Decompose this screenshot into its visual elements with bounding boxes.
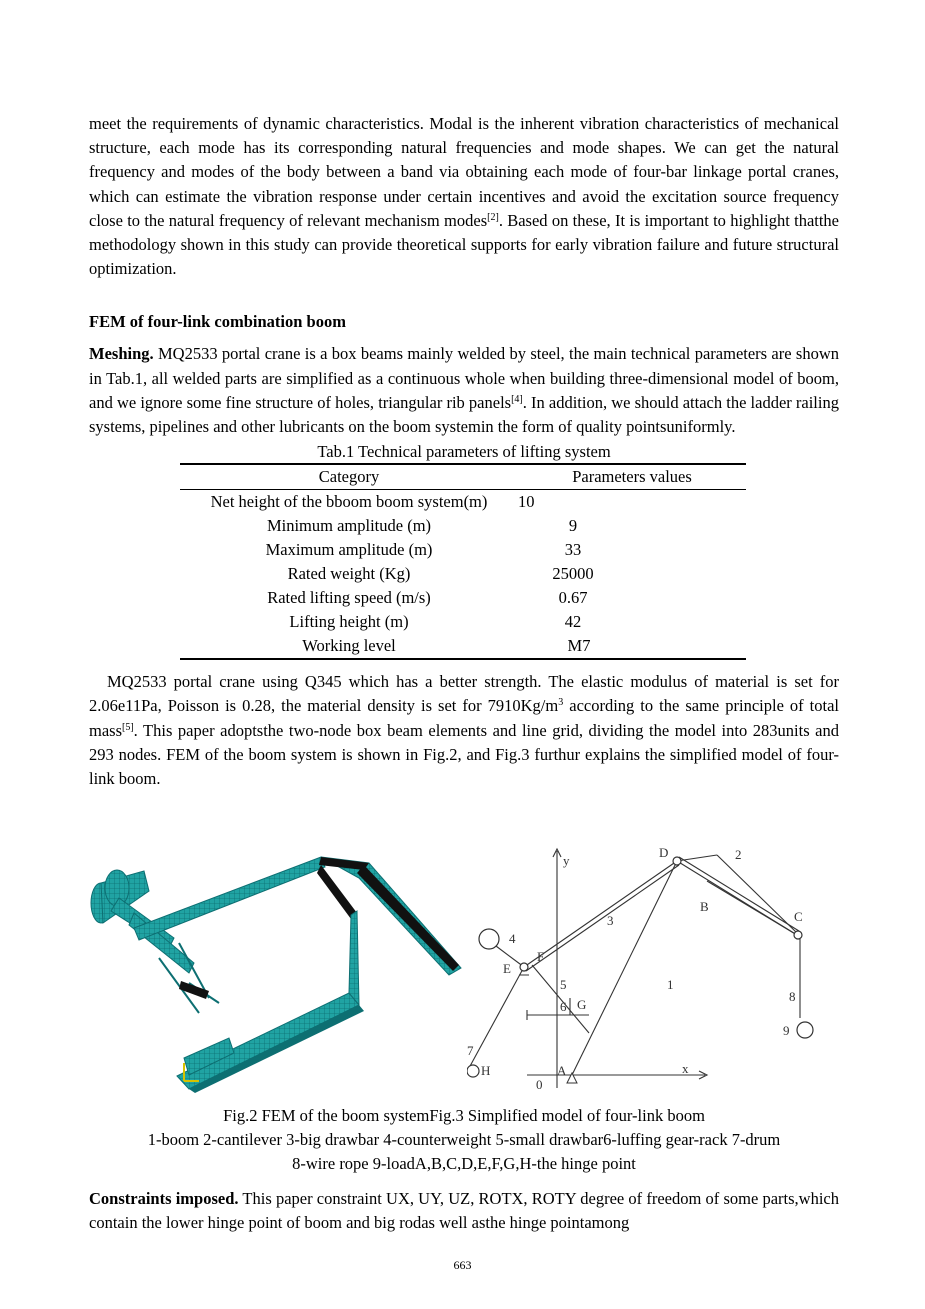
intro-paragraph: meet the requirements of dynamic characteristics. Modal is the inherent vibration characteristics of mechanical structure, each mode has its corresponding natural frequencies and mode shapes. We can get the natural frequency and modes of the body between a band via obtaining each mode of four-bar linkage portal cranes, which can estimate the vibration response under certain incentives and avoid the excitation source frequency close to the natural frequency of relevant mechanism modes[2]. Based on these, It is important to highlight thatthe methodology shown in this study can provide theoretical supports for early vibration failure and future structural optimization. [89, 114, 840, 279]
simplified-model-figure [467, 843, 842, 1093]
rack-bar [179, 981, 209, 999]
label-g: G [577, 997, 587, 1012]
table-row [180, 562, 746, 586]
table-row [180, 514, 746, 538]
table-cell: Minimum amplitude (m) [266, 516, 432, 536]
table-cell: Rated lifting speed (m/s) [267, 588, 431, 608]
wire-rope-line [469, 967, 524, 1068]
label-9: 9 [783, 1023, 790, 1038]
table-row [180, 610, 746, 634]
table-row [180, 634, 746, 659]
table-row [180, 586, 746, 610]
counterweight-circle [479, 929, 499, 949]
figure-caption-line: Fig.2 FEM of the boom systemFig.3 Simplified model of four-link boom [223, 1106, 705, 1125]
page-body [89, 112, 839, 791]
label-8: 8 [789, 989, 796, 1004]
table-caption: Tab.1 Technical parameters of lifting system [317, 442, 611, 462]
material-paragraph: MQ2533 portal crane using Q345 which has a better strength. The elastic modulus of material is set for 2.06e11Pa, Poisson is 0.28, the material density is set for $7910Kg/m^3$ according to the same principle of total mass[5]. This paper adoptsthe two-node box beam elements and line grid, dividing the model into 283units and 293 nodes. FEM of the boom system is shown in Fig.2, and Fig.3 furthur explains the simplified model of four-link boom. [89, 672, 839, 789]
label-c: C [794, 909, 803, 924]
label-d: D [659, 845, 669, 860]
table-cell: Rated weight (Kg) [287, 564, 411, 584]
table-cell: Lifting height (m) [289, 612, 409, 632]
table-cell: Maximum amplitude (m) [265, 540, 433, 560]
meshing-lead: Meshing. [89, 344, 154, 364]
label-1: 1 [667, 977, 674, 992]
big-drawbar-mesh [134, 857, 325, 940]
big-drawbar-line [526, 865, 679, 971]
constraints-block [89, 1187, 839, 1235]
boom-line [572, 861, 677, 1075]
table-cell: M7 [518, 634, 746, 659]
boom-upper-mesh [349, 911, 359, 1005]
hinge-c [794, 931, 802, 939]
header-category: Category [180, 464, 518, 490]
boom-mesh [177, 993, 359, 1089]
figure-caption-line: 8-wire rope 9-loadA,B,C,D,E,F,G,H-the hinge point [292, 1154, 636, 1173]
table-cell: 10 [518, 492, 535, 512]
label-a: A [557, 1063, 567, 1078]
table-cell: 0.67 [558, 588, 588, 608]
label-e: E [503, 961, 511, 976]
superscript: 3 [558, 697, 564, 709]
table-row [180, 538, 746, 562]
label-7: 7 [467, 1043, 474, 1058]
citation-ref: [2] [487, 211, 499, 223]
table-cell: Working level [180, 634, 518, 659]
section-title: FEM of four-link combination boom [89, 312, 346, 332]
page-number: 663 [453, 1258, 472, 1272]
figure-caption-line: 1-boom 2-cantilever 3-big drawbar 4-counterweight 5-small drawbar6-luffing gear-rack 7-drum [147, 1130, 781, 1149]
constraints-lead: Constraints imposed. [89, 1189, 239, 1208]
header-values: Parameters values [518, 464, 746, 490]
fem-boom-figure [89, 843, 464, 1093]
meshing-paragraph: Meshing. MQ2533 portal crane is a box beams mainly welded by steel, the main technical parameters are shown in Tab.1, all welded parts are simplified as a continuous whole when building three-dimensional model of boom, and we ignore some fine structure of holes, triangular rib panels[4]. In addition, we should attach the ladder railing systems, pipelines and other lubricants on the boom systemin the form of quality pointsuniformly. [89, 344, 839, 437]
citation-ref: [4] [511, 393, 523, 405]
table-cell: 9 [568, 516, 578, 536]
load-circle [797, 1022, 813, 1038]
hinge-e [520, 963, 528, 971]
technical-parameters-table [180, 463, 746, 660]
label-3: 3 [607, 913, 614, 928]
big-drawbar-line [524, 861, 677, 967]
table-row [180, 490, 746, 515]
drum-circle [467, 1065, 479, 1077]
constraints-paragraph: Constraints imposed. This paper constraint UX, UY, UZ, ROTX, ROTY degree of freedom of some parts,which contain the lower hinge point of boom and big rodas well asthe hinge pointamong [89, 1189, 839, 1233]
label-5: 5 [560, 977, 567, 992]
label-2: 2 [735, 847, 742, 862]
citation-ref: [5] [122, 721, 134, 733]
table-cell: 25000 [552, 564, 594, 584]
label-y: y [563, 853, 570, 868]
table-cell: 33 [564, 540, 582, 560]
table-cell: Net height of the bboom boom system(m) [210, 492, 488, 512]
hinge-d [673, 857, 681, 865]
label-b: B [700, 899, 709, 914]
table-cell: 42 [564, 612, 582, 632]
cantilever-line [679, 857, 799, 931]
link-line [677, 855, 717, 861]
label-x: x [682, 1061, 689, 1076]
cantilever-black-edge [357, 865, 459, 971]
figures-row [89, 843, 839, 1093]
label-f: F [537, 949, 545, 964]
label-6: 6 [560, 999, 567, 1014]
label-h: H [481, 1063, 491, 1078]
label-4: 4 [509, 931, 516, 946]
label-origin: 0 [536, 1077, 543, 1092]
figure-caption [89, 1104, 839, 1176]
table-header-row [180, 464, 746, 490]
